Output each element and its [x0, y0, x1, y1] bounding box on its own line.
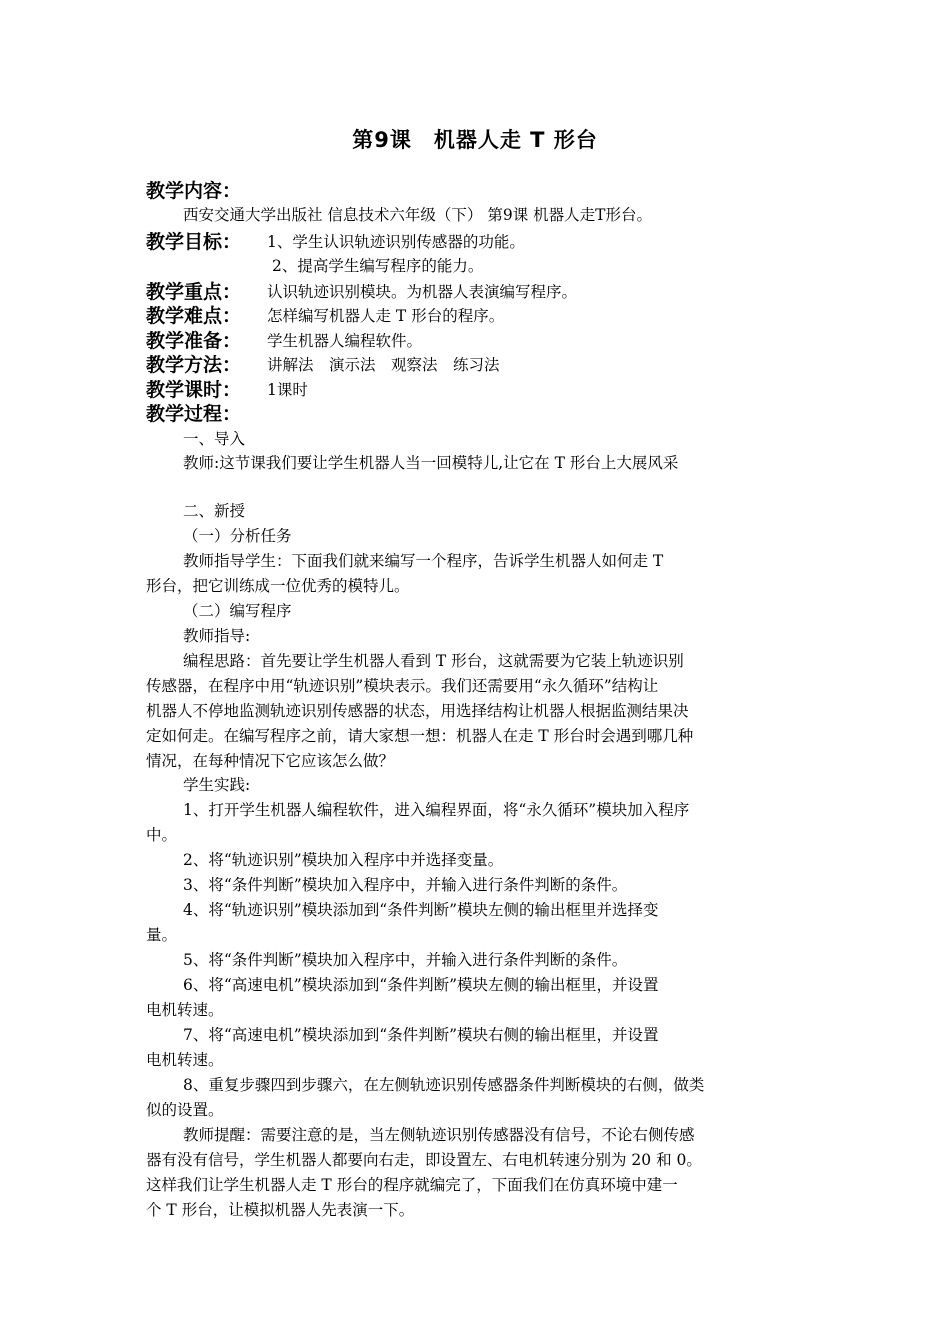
paragraph-line: 教师指导: [183, 627, 251, 645]
step-line: 量。 [146, 926, 178, 944]
paragraph-line: 教师:这节课我们要让学生机器人当一回模特儿,让它在 T 形台上大展风采 [183, 454, 679, 472]
paragraph-line: 教师指导学生：下面我们就来编写一个程序，告诉学生机器人如何走 T [183, 552, 664, 570]
paragraph-line: 学生实践: [183, 776, 251, 794]
methods-text: 讲解法 演示法 观察法 练习法 [267, 356, 500, 374]
goal-item-2: 2、提高学生编写程序的能力。 [272, 257, 484, 275]
goal-item-1: 1、学生认识轨迹识别传感器的功能。 [267, 233, 525, 251]
step-line: 中。 [146, 826, 178, 844]
step-line: 似的设置。 [146, 1101, 224, 1119]
preparation-heading: 教学准备： [146, 330, 242, 352]
subsection-analyze: （一）分析任务 [183, 527, 292, 545]
subsection-program: （二）编写程序 [183, 602, 292, 620]
content-text: 西安交通大学出版社 信息技术六年级（下） 第9课 机器人走T形台。 [183, 206, 652, 224]
paragraph-line: 编程思路：首先要让学生机器人看到 T 形台，这就需要为它装上轨迹识别 [183, 652, 684, 670]
section-intro: 一、导入 [183, 430, 246, 448]
step-line: 5、将“条件判断”模块加入程序中，并输入进行条件判断的条件。 [183, 951, 628, 969]
paragraph-line: 形台，把它训练成一位优秀的模特儿。 [146, 577, 410, 595]
step-line: 1、打开学生机器人编程软件，进入编程界面，将“永久循环”模块加入程序 [183, 801, 690, 819]
hours-text: 1课时 [267, 381, 308, 399]
process-heading: 教学过程： [146, 403, 242, 425]
paragraph-line: 情况，在每种情况下它应该怎么做？ [146, 752, 395, 770]
paragraph-line: 传感器，在程序中用“轨迹识别”模块表示。我们还需要用“永久循环”结构让 [146, 677, 659, 695]
key-points-heading: 教学重点： [146, 281, 242, 303]
paragraph-line: 定如何走。在编写程序之前，请大家想一想：机器人在走 T 形台时会遇到哪几种 [146, 727, 694, 745]
step-line: 7、将“高速电机”模块添加到“条件判断”模块右侧的输出框里，并设置 [183, 1026, 659, 1044]
methods-heading: 教学方法： [146, 354, 242, 376]
content-heading: 教学内容： [146, 180, 242, 202]
paragraph-line: 器有没有信号，学生机器人都要向右走，即设置左、右电机转速分别为 20 和 0。 [146, 1151, 702, 1169]
step-line: 6、将“高速电机”模块添加到“条件判断”模块左侧的输出框里，并设置 [183, 976, 659, 994]
hours-heading: 教学课时： [146, 379, 242, 401]
step-line: 8、重复步骤四到步骤六，在左侧轨迹识别传感器条件判断模块的右侧，做类 [183, 1076, 705, 1094]
paragraph-line: 个 T 形台，让模拟机器人先表演一下。 [146, 1201, 415, 1219]
step-line: 电机转速。 [146, 1051, 224, 1069]
difficulties-text: 怎样编写机器人走 T 形台的程序。 [267, 307, 505, 325]
paragraph-line: 机器人不停地监测轨迹识别传感器的状态，用选择结构让机器人根据监测结果决 [146, 702, 689, 720]
goals-heading: 教学目标： [146, 231, 242, 253]
paragraph-line: 教师提醒：需要注意的是，当左侧轨迹识别传感器没有信号，不论右侧传感 [183, 1126, 695, 1144]
step-line: 电机转速。 [146, 1001, 224, 1019]
step-line: 2、将“轨迹识别”模块加入程序中并选择变量。 [183, 851, 504, 869]
difficulties-heading: 教学难点： [146, 305, 242, 327]
section-new: 二、新授 [183, 502, 246, 520]
paragraph-line: 这样我们让学生机器人走 T 形台的程序就编完了，下面我们在仿真环境中建一 [146, 1176, 678, 1194]
lesson-title: 第9课 机器人走 T 形台 [352, 128, 598, 152]
step-line: 3、将“条件判断”模块加入程序中，并输入进行条件判断的条件。 [183, 876, 628, 894]
key-points-text: 认识轨迹识别模块。为机器人表演编写程序。 [267, 283, 578, 301]
step-line: 4、将“轨迹识别”模块添加到“条件判断”模块左侧的输出框里并选择变 [183, 901, 659, 919]
preparation-text: 学生机器人编程软件。 [267, 332, 423, 350]
